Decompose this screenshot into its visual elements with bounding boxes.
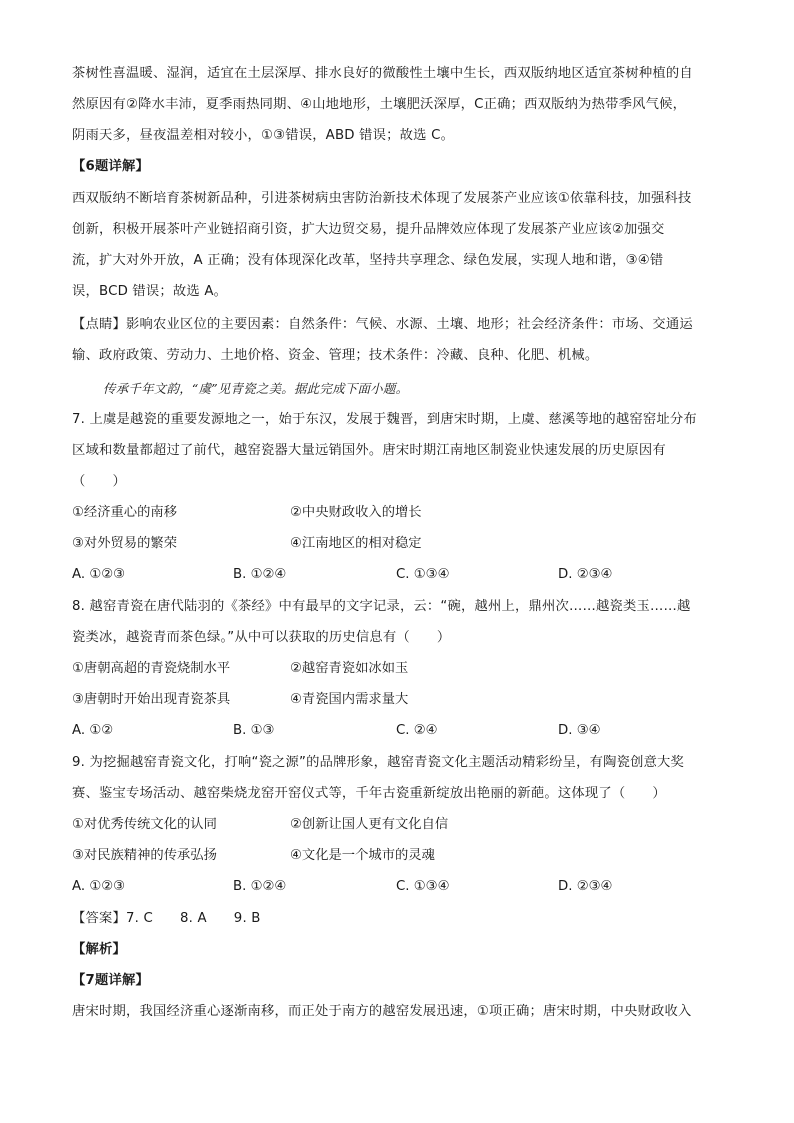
option-item: ④青瓷国内需求量大 — [290, 692, 409, 707]
text-line: 误，BCD 错误；故选 A。 — [72, 284, 228, 299]
question-stem: （ ） — [72, 474, 126, 489]
section-heading-q7: 【7题详解】 — [72, 973, 149, 988]
choice-c: C. ①③④ — [396, 879, 450, 894]
text-line: 茶树性喜温暖、湿润，适宜在土层深厚、排水良好的微酸性土壤中生长，西双版纳地区适宜茶树种植的自 — [72, 66, 693, 81]
choice-a: A. ①② — [72, 723, 114, 738]
option-item: ②越窑青瓷如冰如玉 — [290, 661, 409, 676]
question-stem: 赛、鉴宝专场活动、越窑柴烧龙窑开窑仪式等，千年古瓷重新绽放出艳丽的新葩。这体现了（ ） — [72, 786, 666, 801]
choice-d: D. ②③④ — [558, 567, 613, 582]
question-stem: 7. 上虞是越瓷的重要发源地之一，始于东汉，发展于魏晋，到唐宋时期，上虞、慈溪等地的越窑窑址分布 — [72, 412, 697, 427]
answer-line: 【答案】7. C 8. A 9. B — [72, 911, 261, 926]
reading-intro: 传承千年文韵，“虞”见青瓷之美。据此完成下面小题。 — [103, 381, 409, 396]
text-line: 阴雨天多，昼夜温差相对较小，①③错误，ABD 错误；故选 C。 — [72, 128, 455, 143]
option-item: ③唐朝时开始出现青瓷茶具 — [72, 692, 231, 707]
question-stem: 8. 越窑青瓷在唐代陆羽的《茶经》中有最早的文字记录，云：“碗，越州上，鼎州次……越瓷类玉……越 — [72, 599, 691, 614]
choice-c: C. ②④ — [396, 723, 438, 738]
text-line: 然原因有②降水丰沛，夏季雨热同期、④山地地形，土壤肥沃深厚，C正确；西双版纳为热带季风气候， — [72, 97, 687, 112]
choice-d: D. ③④ — [558, 723, 601, 738]
text-line: 流，扩大对外开放，A 正确；没有体现深化改革，坚持共享理念、绿色发展，实现人地和谐，③④错 — [72, 253, 664, 268]
text-line: 创新，积极开展茶叶产业链招商引资，扩大边贸交易，提升品牌效应体现了发展茶产业应该②加强交 — [72, 222, 665, 237]
option-item: ④江南地区的相对稳定 — [290, 536, 422, 551]
option-item: ①对优秀传统文化的认同 — [72, 817, 217, 832]
question-stem: 瓷类冰，越瓷青而茶色绿。”从中可以获取的历史信息有（ ） — [72, 630, 451, 645]
question-stem: 区域和数量都超过了前代，越窑瓷器大量远销国外。唐宋时期江南地区制瓷业快速发展的历史原因有 — [72, 443, 666, 458]
choice-b: B. ①②④ — [233, 879, 287, 894]
section-heading-q6: 【6题详解】 — [72, 159, 149, 174]
choice-d: D. ②③④ — [558, 879, 613, 894]
option-item: ①唐朝高超的青瓷烧制水平 — [72, 661, 231, 676]
analysis-heading: 【解析】 — [72, 942, 126, 957]
question-stem: 9. 为挖掘越窑青瓷文化，打响“瓷之源”的品牌形象，越窑青瓷文化主题活动精彩纷呈，有陶瓷创意大奖 — [72, 755, 685, 770]
option-item: ②中央财政收入的增长 — [290, 505, 422, 520]
choice-a: A. ①②③ — [72, 567, 126, 582]
option-item: ④文化是一个城市的灵魂 — [290, 848, 435, 863]
choice-c: C. ①③④ — [396, 567, 450, 582]
option-item: ②创新让国人更有文化自信 — [290, 817, 449, 832]
choice-a: A. ①②③ — [72, 879, 126, 894]
choice-b: B. ①②④ — [233, 567, 287, 582]
option-item: ③对民族精神的传承弘扬 — [72, 848, 217, 863]
text-line: 输、政府政策、劳动力、土地价格、资金、管理；技术条件：冷藏、良种、化肥、机械。 — [72, 348, 599, 363]
text-line: 西双版纳不断培育茶树新品种，引进茶树病虫害防治新技术体现了发展茶产业应该①依靠科技，加强科技 — [72, 191, 692, 206]
choice-b: B. ①③ — [233, 723, 275, 738]
text-line: 唐宋时期，我国经济重心逐渐南移，而正处于南方的越窑发展迅速，①项正确；唐宋时期，中央财政收入 — [72, 1004, 692, 1019]
option-item: ①经济重心的南移 — [72, 505, 177, 520]
option-item: ③对外贸易的繁荣 — [72, 536, 177, 551]
text-line: 【点睛】影响农业区位的主要因素：自然条件：气候、水源、土壤、地形；社会经济条件：市场、交通运 — [72, 317, 693, 332]
